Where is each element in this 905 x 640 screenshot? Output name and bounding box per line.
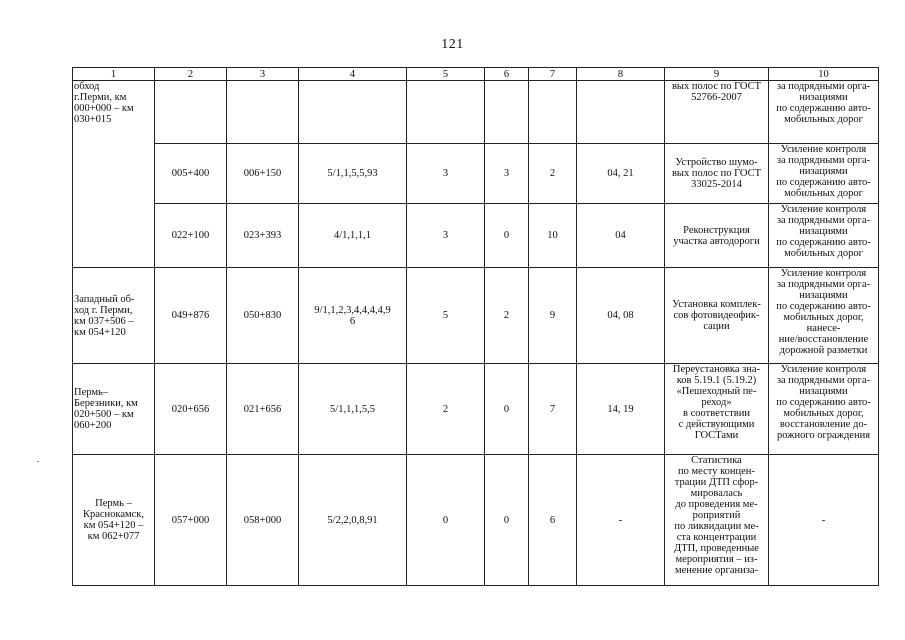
km-to-cell: 021+656 (227, 364, 299, 455)
value-cell: 2 (485, 268, 529, 364)
table-row (73, 204, 879, 268)
road-section-cell: Пермь – Краснокамск, км 054+120 – км 062+077 (73, 455, 155, 586)
category-cell (299, 81, 407, 144)
header-cell: 9 (665, 68, 769, 81)
header-cell: 5 (407, 68, 485, 81)
codes-cell: - (577, 455, 665, 586)
value-cell (529, 81, 577, 144)
header-cell: 3 (227, 68, 299, 81)
header-cell: 4 (299, 68, 407, 81)
km-from-cell (155, 81, 227, 144)
value-cell: 10 (529, 204, 577, 268)
category-cell: 5/1,1,1,5,5 (299, 364, 407, 455)
control-cell: Усиление контроля за подрядными орга- низациями по содержанию авто- мобильных дорог (769, 204, 879, 268)
km-from-cell: 005+400 (155, 144, 227, 204)
value-cell (407, 81, 485, 144)
value-cell: 2 (529, 144, 577, 204)
value-cell: 7 (529, 364, 577, 455)
km-to-cell: 050+830 (227, 268, 299, 364)
measures-cell: Переустановка зна- ков 5.19.1 (5.19.2) «Пешеходный пе- реход» в соответствии с действующими ГОСТами (665, 364, 769, 455)
control-cell: Усиление контроля за подрядными орга- низациями по содержанию авто- мобильных дорог (769, 144, 879, 204)
header-cell: 7 (529, 68, 577, 81)
category-cell: 5/1,1,5,5,93 (299, 144, 407, 204)
page-number: 121 (441, 37, 464, 52)
value-cell: 0 (407, 455, 485, 586)
value-cell: 6 (529, 455, 577, 586)
road-section-cell: Западный об- ход г. Перми, км 037+506 – км 054+120 (73, 268, 155, 364)
road-section-cell: обход г.Перми, км 000+000 – км 030+015 (73, 81, 155, 268)
table-row (73, 144, 879, 204)
km-from-cell: 022+100 (155, 204, 227, 268)
table-row (73, 268, 879, 364)
value-cell: 3 (485, 144, 529, 204)
table-row (73, 455, 879, 586)
value-cell: 0 (485, 364, 529, 455)
value-cell: 3 (407, 144, 485, 204)
table-row (73, 364, 879, 455)
category-cell: 5/2,2,0,8,91 (299, 455, 407, 586)
value-cell (485, 81, 529, 144)
km-to-cell: 006+150 (227, 144, 299, 204)
km-to-cell: 058+000 (227, 455, 299, 586)
category-cell: 9/1,1,2,3,4,4,4,4,9 6 (299, 268, 407, 364)
header-cell: 2 (155, 68, 227, 81)
control-cell: Усиление контроля за подрядными орга- низациями по содержанию авто- мобильных дорог, восстановление до- рожного ограждения (769, 364, 879, 455)
table-row (73, 81, 879, 144)
measures-cell: вых полос по ГОСТ 52766-2007 (665, 81, 769, 144)
km-to-cell (227, 81, 299, 144)
control-cell: - (769, 455, 879, 586)
header-row (73, 68, 879, 81)
road-safety-table (72, 67, 879, 586)
km-from-cell: 020+656 (155, 364, 227, 455)
codes-cell: 04, 08 (577, 268, 665, 364)
measures-cell: Статистика по месту концен- трации ДТП сфор- мировалась до проведения ме- роприятий по ликвидации ме- ста концентрации ДТП, проведенные мероприятия – из- менение организа- (665, 455, 769, 586)
measures-cell: Установка комплек- сов фотовидеофик- сации (665, 268, 769, 364)
value-cell: 0 (485, 455, 529, 586)
road-section-cell: Пермь– Березники, км 020+500 – км 060+200 (73, 364, 155, 455)
codes-cell: 14, 19 (577, 364, 665, 455)
codes-cell: 04, 21 (577, 144, 665, 204)
value-cell: 0 (485, 204, 529, 268)
value-cell: 9 (529, 268, 577, 364)
km-to-cell: 023+393 (227, 204, 299, 268)
value-cell: 5 (407, 268, 485, 364)
header-cell: 6 (485, 68, 529, 81)
measures-cell: Реконструкция участка автодороги (665, 204, 769, 268)
km-from-cell: 049+876 (155, 268, 227, 364)
codes-cell (577, 81, 665, 144)
header-cell: 10 (769, 68, 879, 81)
scan-speck (37, 461, 39, 462)
control-cell: за подрядными орга- низациями по содержанию авто- мобильных дорог (769, 81, 879, 144)
header-cell: 8 (577, 68, 665, 81)
value-cell: 3 (407, 204, 485, 268)
control-cell: Усиление контроля за подрядными орга- низациями по содержанию авто- мобильных дорог, нанесе- ние/восстановление дорожной разметки (769, 268, 879, 364)
header-cell: 1 (73, 68, 155, 81)
measures-cell: Устройство шумо- вых полос по ГОСТ 33025-2014 (665, 144, 769, 204)
value-cell: 2 (407, 364, 485, 455)
codes-cell: 04 (577, 204, 665, 268)
category-cell: 4/1,1,1,1 (299, 204, 407, 268)
km-from-cell: 057+000 (155, 455, 227, 586)
